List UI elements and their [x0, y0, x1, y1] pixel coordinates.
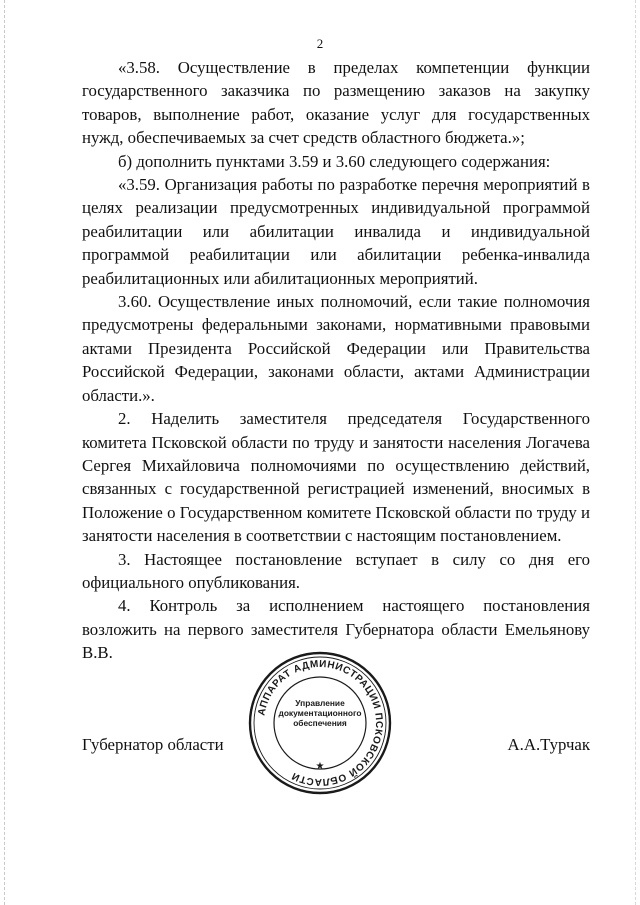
paragraph-3-60: 3.60. Осуществление иных полномочий, если такие полномочия предусмотрены федеральными законами, нормативными правовыми актами Президента Российской Федерации или Правительства Российской Федерации, законами области, актами Администрации области.». [82, 292, 590, 405]
document-body [82, 56, 590, 665]
seal-center-line: обеспечения [293, 718, 347, 728]
seal-center-text [270, 698, 370, 728]
seal-ring-text: АППАРАТ АДМИНИСТРАЦИИ ПСКОВСКОЙ ОБЛАСТИ [256, 658, 385, 788]
page-number: 2 [316, 36, 324, 51]
scan-edge-left [4, 0, 6, 905]
signature-position: Губернатор области [82, 735, 224, 754]
seal-center-line: Управление [295, 698, 345, 708]
paragraph-3-58: «3.58. Осуществление в пределах компетенции функции государственного заказчика по размещению заказов на закупку товаров, выполнение работ, оказание услуг для государственных нужд, обеспечиваемых за счет средств областного бюджета.»; [82, 58, 590, 148]
paragraph-amendment-b: б) дополнить пунктами 3.59 и 3.60 следующего содержания: [118, 151, 551, 171]
paragraph-item-2: 2. Наделить заместителя председателя Государственного комитета Псковской области по труду и занятости населения Логачева Сергея Михайловича полномочиями по осуществлению действий, связанных с государственной регистрацией изменений, вносимых в Положение о Государственном комитете Псковской области по труду и занятости населения в соответствии с настоящим постановлением. [82, 409, 590, 546]
seal-star-icon: ★ [315, 761, 325, 772]
paragraph-item-4: 4. Контроль за исполнением настоящего постановления возложить на первого заместителя Губернатора области Емельянову В.В. [82, 596, 590, 663]
official-seal [245, 648, 395, 798]
scan-edge-right [635, 0, 637, 905]
paragraph-3-59: «3.59. Организация работы по разработке перечня мероприятий в целях реализации предусмотренных индивидуальной программой реабилитации или абилитации инвалида и индивидуальной программой реабилитации или абилитации ребенка-инвалида реабилитационных или абилитационных мероприятий. [82, 175, 590, 288]
seal-center-line: документационного [278, 708, 362, 718]
paragraph-item-3: 3. Настоящее постановление вступает в силу со дня его официального опубликования. [82, 549, 590, 592]
signature-name: А.А.Турчак [507, 735, 590, 754]
